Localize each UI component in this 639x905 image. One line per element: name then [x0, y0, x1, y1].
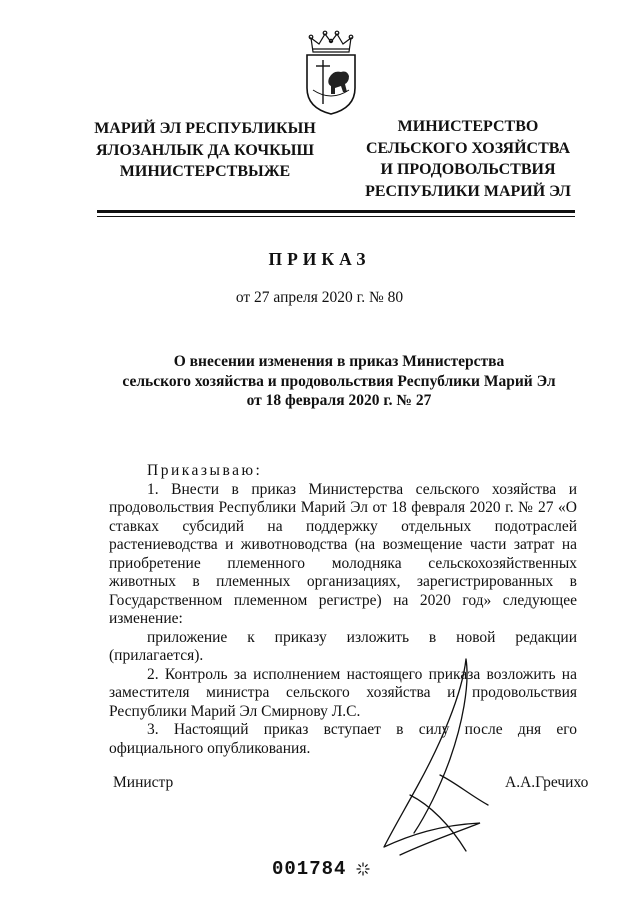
body-paragraph: 2. Контроль за исполнением настоящего приказа возложить на заместителя министра сельского хозяйства и продовольствия Республики Марий Эл Смирнову Л.С.	[109, 665, 577, 720]
header-right-line: СЕЛЬСКОГО ХОЗЯЙСТВА	[365, 139, 570, 157]
header-divider-thin	[97, 216, 575, 217]
sword-icon	[316, 60, 330, 104]
header-left-line: МАРИЙ ЭЛ РЕСПУБЛИКЫН	[94, 120, 316, 137]
subject-line: сельского хозяйства и продовольствия Республики Марий Эл	[122, 372, 556, 390]
header-divider-thick	[97, 210, 575, 213]
bear-icon	[328, 72, 349, 95]
header-right-line: РЕСПУБЛИКИ МАРИЙ ЭЛ	[365, 182, 571, 200]
crown-icon	[309, 31, 353, 52]
body-preamble: Приказываю:	[147, 462, 263, 479]
subject-line: О внесении изменения в приказ Министерства	[173, 353, 505, 370]
document-subject	[100, 352, 578, 411]
subject-line: от 18 февраля 2020 г. № 27	[246, 392, 432, 409]
body-paragraph: приложение к приказу изложить в новой редакции (прилагается).	[109, 628, 577, 664]
signature-role: Министр	[113, 774, 174, 791]
header-left-line: ЯЛОЗАНЛЫК ДА КОЧКЫШ	[95, 141, 315, 159]
document-type-title: ПРИКАЗ	[268, 249, 371, 269]
serial-mark-icon	[356, 862, 370, 876]
document-date-number: от 27 апреля 2020 г. № 80	[235, 289, 404, 306]
signature-name: А.А.Гречихо	[505, 774, 589, 791]
header-left-line: МИНИСТЕРСТВЫЖЕ	[119, 163, 291, 180]
header-right-line: И ПРОДОВОЛЬСТВИЯ	[380, 161, 556, 178]
body-paragraph: 3. Настоящий приказ вступает в силу после дня его официального опубликования.	[109, 721, 577, 757]
handwritten-signature	[370, 655, 520, 860]
coat-of-arms-emblem	[299, 30, 363, 116]
header-right-line: МИНИСТЕРСТВО	[397, 118, 539, 135]
header-left-block	[82, 118, 328, 183]
serial-number: 001784	[272, 858, 347, 880]
body-paragraph: 1. Внести в приказ Министерства сельского хозяйства и продовольствия Республики Марий Эл от 18 февраля 2020 г. № 27 «О ставках субсидий на поддержку отдельных подотраслей растениеводства и животноводства (на возмещение части затрат на приобретение племенного молодняка сельскохозяйственных животных в племенных организациях, зарегистрированных в Государственном племенном регистре) на 2020 год» следующее изменение:	[109, 480, 577, 627]
header-right-block	[360, 116, 576, 202]
